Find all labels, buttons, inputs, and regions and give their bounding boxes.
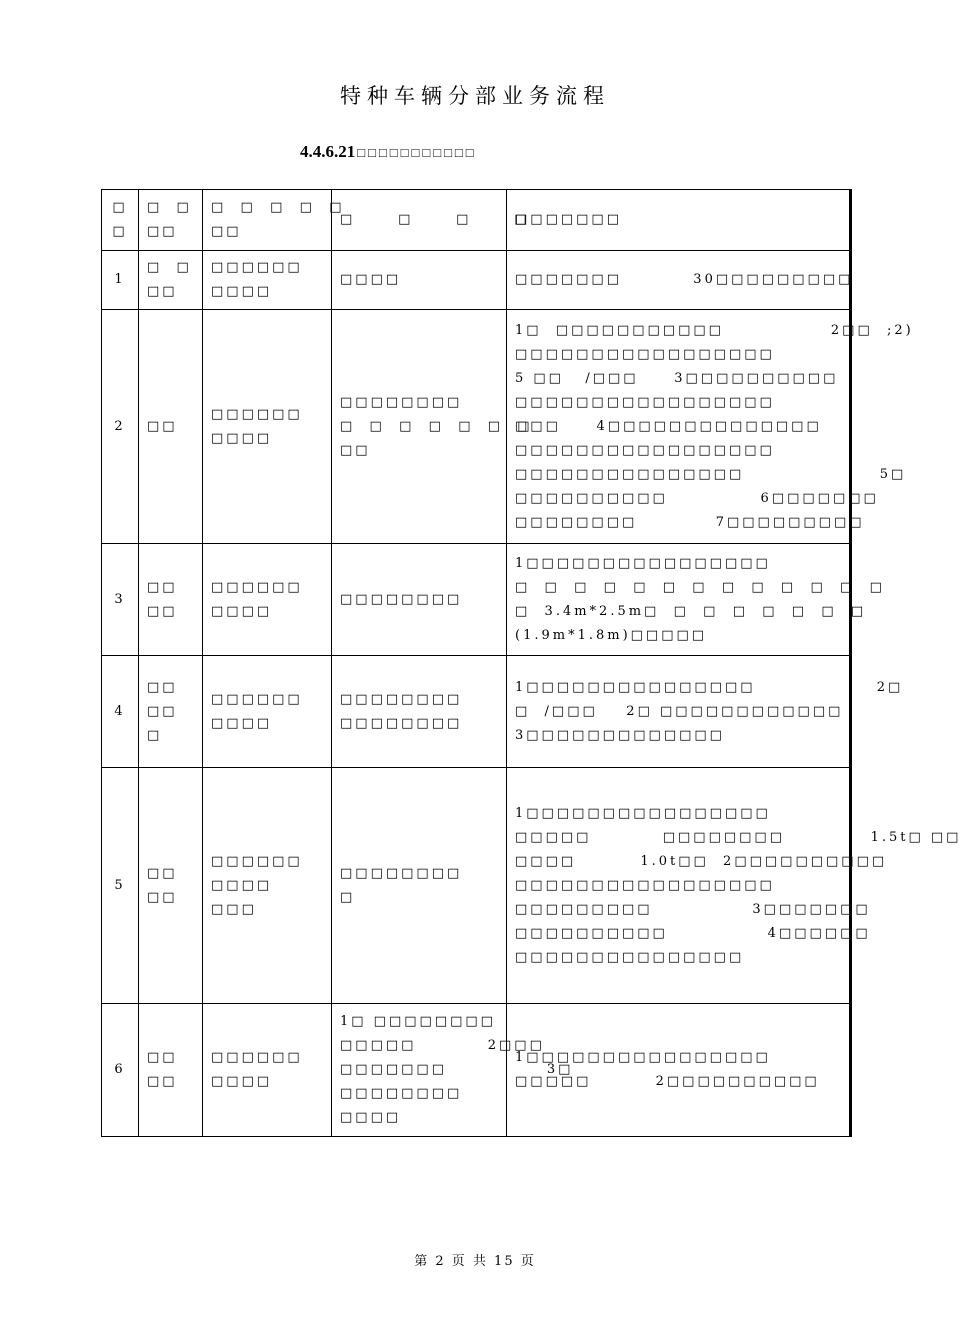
header-cell: □ □ □ □: [332, 190, 507, 251]
table-row: [102, 310, 851, 544]
header-cell: □□□□□□□: [507, 190, 851, 251]
table-cell: □□□□□□□□ □□□□□□□□: [332, 656, 507, 768]
table-header-row: [102, 190, 851, 251]
table-row: [102, 656, 851, 768]
page-footer: 第 2 页 共 15 页: [414, 1254, 536, 1269]
table-cell: □□□□□□□□ □: [332, 768, 507, 1004]
table-cell: □ □ □□: [139, 251, 203, 310]
table-cell: □□ □□: [139, 544, 203, 656]
header-cell: □ □ □□: [139, 190, 203, 251]
table-row: [102, 544, 851, 656]
table-cell: □□□□□□ □□□□: [203, 656, 332, 768]
header-title: 特种车辆分部业务流程: [340, 84, 610, 108]
header-cell: □ □: [102, 190, 139, 251]
table-cell: □□□□□□ □□□□: [203, 544, 332, 656]
section-title: [300, 142, 477, 162]
table-cell: □□□□□□□□ □ □ □ □ □ □ □ □□: [332, 310, 507, 544]
table-cell: □□□□□□□ 30□□□□□□□□□: [507, 251, 851, 310]
table-cell: □□□□□□□□: [332, 544, 507, 656]
table-cell: 1□□□□□□□□□□□□□□□□ □□□□□ 2□□□□□□□□□□: [507, 1004, 851, 1137]
table-cell: □□□□□□ □□□□ □□□: [203, 768, 332, 1004]
table-cell: □□ □□ □: [139, 656, 203, 768]
table-cell: □□□□: [332, 251, 507, 310]
table-cell: □□□□□□ □□□□: [203, 1004, 332, 1137]
table-cell: 1□□□□□□□□□□□□□□□ 2□ □ /□□□ 2□ □□□□□□□□□□□□ 3□□□□□□□□□□□□□: [507, 656, 851, 768]
row-number-cell: 4: [102, 656, 139, 768]
table-row: [102, 251, 851, 310]
table-cell: 1□□□□□□□□□□□□□□□□ □□□□□ □□□□□□□□ 1.5t□ □□ □□□□ 1.0t□□ 2□□□□□□□□□□ □□□□□□□□□□□□□□□□□ □□□□□□□□□ 3□□□□□□□ □□□□□□□□□□ 4□□□□□□ □□□□□□□□□□□□□□□: [507, 768, 851, 1004]
header-cell: □ □ □ □ □ □□: [203, 190, 332, 251]
table-cell: □□: [139, 310, 203, 544]
table-cell: □□□□□□ □□□□: [203, 310, 332, 544]
table-cell: □□ □□: [139, 768, 203, 1004]
row-number-cell: 6: [102, 1004, 139, 1137]
table-row: [102, 1004, 851, 1137]
section-number: 4.4.6.21: [300, 142, 356, 161]
table-cell: □□ □□: [139, 1004, 203, 1137]
row-number-cell: 5: [102, 768, 139, 1004]
table-cell: 1□ □□□□□□□□□□□ 2□□ ;2) □□□□□□□□□□□□□□□□□ 5 □□ /□□□ 3□□□□□□□□□□ □□□□□□□□□□□□□□□□□ □□□ 4□□□□□□□□□□□□□□ □□□□□□□□□□□□□□□□□ □□□□□□□□□□□□□□□ 5□ □□□□□□□□□□ 6□□□□□□□ □□□□□□□□ 7□□□□□□□□□: [507, 310, 851, 544]
table-cell: 1□□□□□□□□□□□□□□□□ □ □ □ □ □ □ □ □ □ □ □ □ □ □ 3.4m*2.5m□ □ □ □ □ □ □ □ (1.9m*1.8m)□□□□□: [507, 544, 851, 656]
table-row: [102, 768, 851, 1004]
section-heading-text: □□□□□□□□□□□: [357, 145, 477, 160]
row-number-cell: 3: [102, 544, 139, 656]
row-number-cell: 1: [102, 251, 139, 310]
process-table: [101, 189, 961, 1137]
table-cell: □□□□□□ □□□□: [203, 251, 332, 310]
table-cell: 1□ □□□□□□□□ □□□□□ 2□□□ □□□□□□□ 3□ □□□□□□□□ □□□□: [332, 1004, 507, 1137]
row-number-cell: 2: [102, 310, 139, 544]
